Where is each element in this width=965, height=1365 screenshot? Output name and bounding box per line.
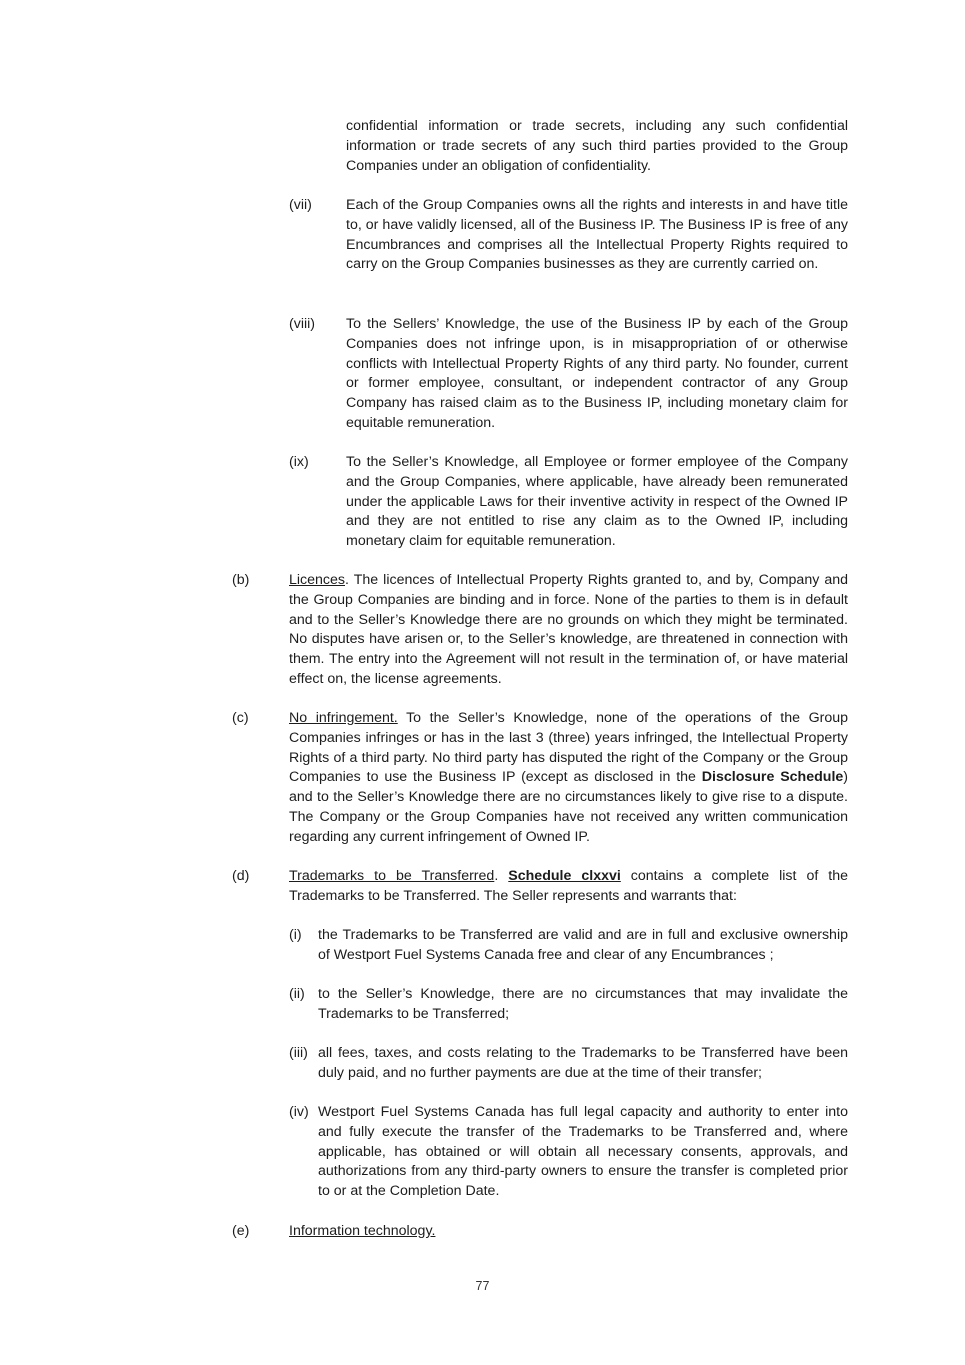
section-label-c: (c) [232,710,249,726]
subitem-text-ii: to the Seller’s Knowledge, there are no circumstances that may invalidate the Trademarks to be Transferred; [318,986,848,1022]
page-number: 77 [475,1279,490,1293]
section-e-heading: Information technology. [289,1223,436,1239]
subitem-label-i: (i) [289,927,302,943]
subitem-label-iii: (iii) [289,1045,308,1061]
section-d-text: contains a complete list of the Trademarks to be Transferred. The Seller represents and warrants that: [289,868,849,904]
item-text-viii: To the Sellers’ Knowledge, the use of the Business IP by each of the Group Companies does not infringe upon, is in misappropriation of or otherwise conflicts with Intellectual Property Rights of any third party. No founder, current or former employee, consultant, or independent contractor of any Group Company has raised claim as to the Business IP, including monetary claim for equitable remuneration. [346,316,848,431]
item-label-viii: (viii) [289,316,315,332]
section-label-b: (b) [232,572,250,588]
subitem-label-iv: (iv) [289,1104,309,1120]
section-c-text-1: To the Seller’s Knowledge, none of the operations of the Group Companies infringes or has in the last 3 (three) years infringed, the Intellectual Property Rights of a third party. No third party has disputed the right of the Company or the Group Companies to use the Business IP (except as disclosed in the [289,710,848,786]
section-c-text-2: ) and to the Seller’s Knowledge there are no circumstances likely to give rise to a dispute. The Company or the Group Companies have not received any written communication regarding any current infringement of Owned IP. [289,769,849,845]
section-b-heading: Licences [289,572,345,588]
section-label-d: (d) [232,868,250,884]
section-c-heading: No infringement. [289,710,398,726]
item-text-ix: To the Seller’s Knowledge, all Employee or former employee of the Company and the Group Companies, where applicable, have already been remunerated under the applicable Laws for their inventive activity in respect of the Owned IP and they are not entitled to rise any claim as to the Owned IP, including monetary claim for equitable remuneration. [346,454,848,550]
section-d-heading: Trademarks to be Transferred [289,868,495,884]
section-e-paragraph [289,1222,848,1242]
section-d-dot: . [494,868,509,884]
section-b-paragraph [289,571,848,690]
subitem-label-ii: (ii) [289,986,305,1002]
schedule-ref: Schedule clxxvi [508,868,621,884]
subitem-text-i: the Trademarks to be Transferred are valid and are in full and exclusive ownership of Westport Fuel Systems Canada free and clear of any Encumbrances ; [318,927,848,963]
subitem-text-iii: all fees, taxes, and costs relating to the Trademarks to be Transferred have been duly paid, and no further payments are due at the time of their transfer; [318,1045,848,1081]
item-text-vii: Each of the Group Companies owns all the rights and interests in and have title to, or have validly licensed, all of the Business IP. The Business IP is free of any Encumbrances and comprises all the Intellectual Property Rights required to carry on the Group Companies businesses as they are currently carried on. [346,197,848,273]
section-d-paragraph [289,867,848,907]
disclosure-schedule-ref: Disclosure Schedule [701,769,844,786]
item-label-ix: (ix) [289,454,309,470]
item-label-vii: (vii) [289,197,312,213]
subitem-text-iv: Westport Fuel Systems Canada has full legal capacity and authority to enter into and fully execute the transfer of the Trademarks to be Transferred and, where applicable, has obtained or will obtain all necessary consents, approvals, and authorizations from any third-party owners to ensure the transfer is completed prior to or at the Completion Date. [318,1104,848,1200]
section-b-text: . The licences of Intellectual Property Rights granted to, and by, Company and the Group Companies are binding and in force. None of the parties to them is in default and to the Seller’s Knowledge there are no grounds on which they might be terminated. No disputes have arisen or, to the Seller’s knowledge, are threatened in connection with them. The entry into the Agreement will not result in the termination of, or have material effect on, the license agreements. [289,572,848,687]
section-label-e: (e) [232,1223,250,1239]
continuation-paragraph: confidential information or trade secrets, including any such confidential information or trade secrets of any such third parties provided to the Group Companies under an obligation of confidentiality. [346,118,848,174]
section-c-paragraph [289,709,848,848]
